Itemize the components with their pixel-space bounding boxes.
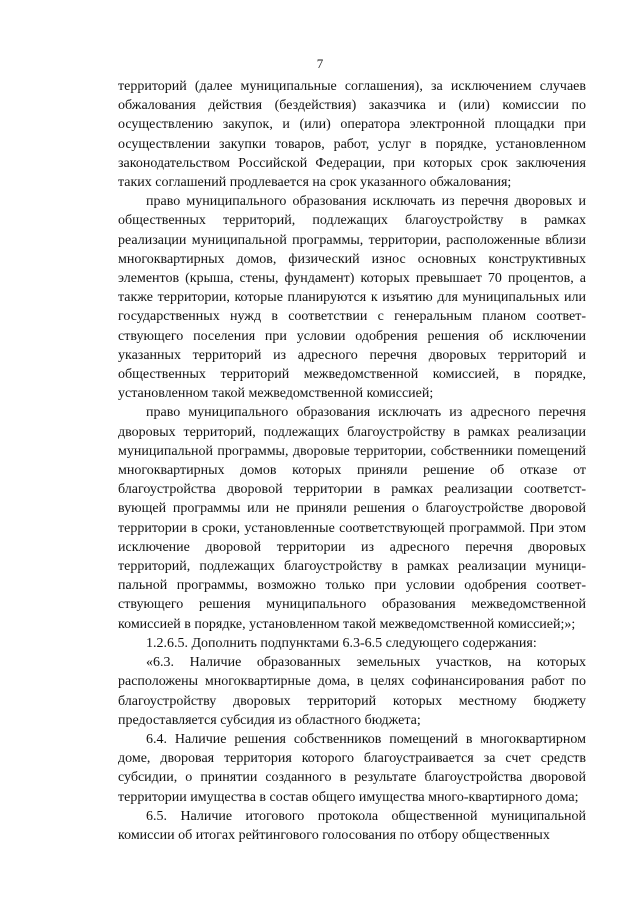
page-number: 7	[316, 56, 324, 71]
paragraph-item-6-3: «6.3. Наличие образованных земельных участков, на которых расположены многоквартирные дома, в целях софинансирования работ по благоустройству дворовых территорий которых местному бюджету предоставляется субсидия из областного бюджета;	[118, 655, 586, 728]
paragraph-item-6-5: 6.5. Наличие итогового протокола общественной муниципальной комиссии об итогах рейтингового голосования по отбору общественных	[118, 808, 586, 843]
paragraph-item-6-4: 6.4. Наличие решения собственников помещений в многоквартирном доме, дворовая территория которого благоустраивается за счет средств субсидии, о принятии созданного в результате благоустройства дворовой территории имущества в состав общего имущества много-квартирного дома;	[118, 731, 586, 805]
document-body	[118, 77, 586, 845]
paragraph-exclusion-right-yard: право муниципального образования исключать из адресного перечня дворовых территорий, подлежащих благоустройству в рамках реализации муниципальной программы, дворовые территории, собственники помещений многоквартирных домов которых приняли решение об отказе от благоустройства дворовой территории в рамках реализации соответст-вующей программы или не приняли решения о благоустройстве дворовой территории в сроки, установленные соответствующей программой. При этом исключение дворовой территории из адресного перечня дворовых территорий, подлежащих благоустройству в рамках реализации муници-пальной программы, возможно только при условии одобрения соответ-ствующего решения муниципального образования межведомственной комиссией в порядке, установленном такой межведомственной комиссией;»;	[118, 405, 586, 632]
paragraph-territories-continuation: территорий (далее муниципальные соглашения), за исключением случаев обжалования действия (бездействия) заказчика и (или) комиссии по осуществлению закупок, и (или) оператора электронной площадки при осуществлении закупки товаров, работ, услуг в порядке, установленном законодательством Российской Федерации, при которых срок заключения таких соглашений продлевается на срок указанного обжалования;	[118, 79, 586, 191]
paragraph-amendment-1-2-6-5: 1.2.6.5. Дополнить подпунктами 6.3-6.5 следующего содержания:	[146, 635, 537, 651]
paragraph-exclusion-right-public: право муниципального образования исключать из перечня дворовых и общественных территорий, подлежащих благоустройству в рамках реализации муниципальной программы, территории, расположенные вблизи многоквартирных домов, физический износ основных конструктивных элементов (крыша, стены, фундамент) которых превышает 70 процентов, а также территории, которые планируются к изъятию для муниципальных или государственных нужд в соответствии с генеральным планом соответ-ствующего поселения при условии одобрения решения об исключении указанных территорий из адресного перечня дворовых территорий и общественных территорий межведомственной комиссией, в порядке, установленном такой межведомственной комиссией;	[118, 194, 586, 402]
